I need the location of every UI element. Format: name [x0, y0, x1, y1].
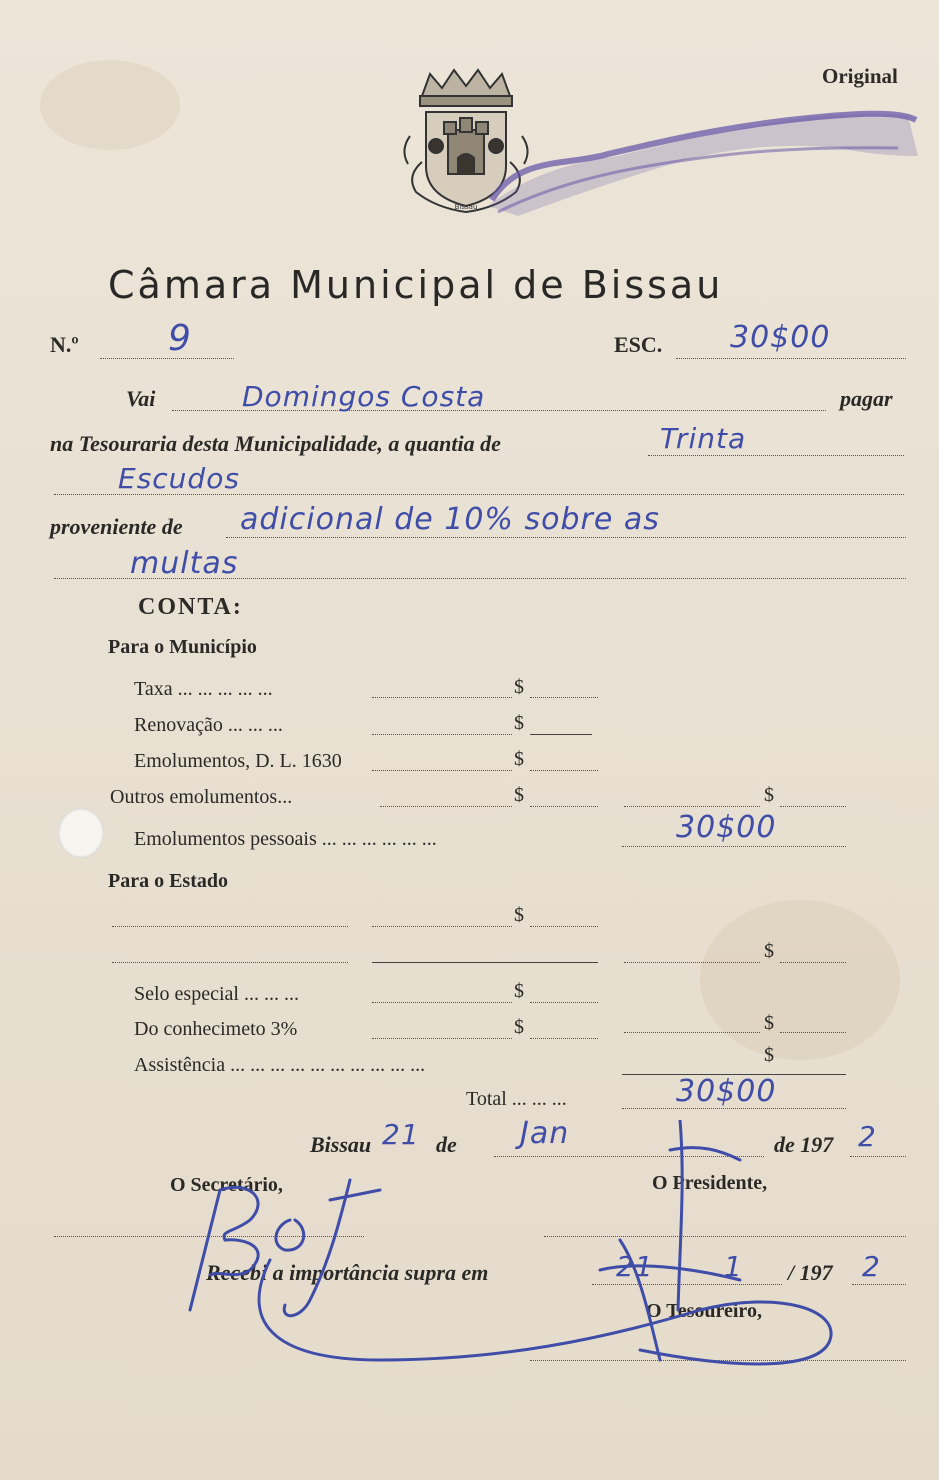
- currency-symbol: $: [514, 1016, 524, 1038]
- purple-stamp: [478, 96, 928, 226]
- municipio-heading: Para o Município: [108, 636, 257, 658]
- currency-symbol: $: [514, 784, 524, 806]
- assistencia-label: Assistência ... ... ... ... ... ... ... ... ... ...: [134, 1054, 426, 1076]
- pessoais-amount: 30$00: [676, 810, 777, 845]
- taxa-label: Taxa ... ... ... ... ...: [134, 678, 273, 700]
- currency-symbol: $: [514, 980, 524, 1002]
- number-label: N.º: [50, 332, 79, 357]
- amount-words-2: Escudos: [118, 462, 240, 495]
- conta-heading: CONTA:: [138, 594, 243, 620]
- presidente-label: O Presidente,: [652, 1172, 768, 1194]
- date-de-2: de 197: [774, 1132, 834, 1157]
- currency-symbol: $: [764, 940, 774, 962]
- currency-symbol: $: [514, 712, 524, 734]
- reason-line-2: multas: [130, 546, 239, 581]
- currency-symbol: $: [764, 1044, 774, 1066]
- outros-label: Outros emolumentos...: [110, 786, 293, 808]
- stain: [40, 60, 180, 150]
- date-day: 21: [382, 1118, 420, 1151]
- recebi-year-prefix: / 197: [788, 1260, 833, 1285]
- emolumentos-dl-label: Emolumentos, D. L. 1630: [134, 750, 342, 772]
- total-amount: 30$00: [676, 1074, 777, 1109]
- amount-words-1: Trinta: [660, 422, 747, 455]
- page-title: Câmara Municipal de Bissau: [108, 263, 724, 307]
- recebi-month: 1: [724, 1250, 743, 1283]
- vai-label: Vai: [126, 386, 156, 411]
- esc-label: ESC.: [614, 332, 663, 357]
- recebi-year-digit: 2: [862, 1250, 881, 1283]
- renovacao-label: Renovação ... ... ...: [134, 714, 283, 736]
- copy-label: Original: [822, 64, 898, 88]
- conhecimento-label: Do conhecimeto 3%: [134, 1018, 298, 1040]
- pessoais-label: Emolumentos pessoais ... ... ... ... ... ...: [134, 828, 437, 850]
- emblem-caption: Bissau: [454, 203, 478, 211]
- date-year-digit: 2: [858, 1120, 877, 1153]
- reason-line-1: adicional de 10% sobre as: [240, 502, 660, 537]
- currency-symbol: $: [514, 676, 524, 698]
- currency-symbol: $: [514, 748, 524, 770]
- currency-symbol: $: [514, 904, 524, 926]
- payer-name: Domingos Costa: [242, 380, 486, 413]
- date-place: Bissau: [310, 1132, 372, 1157]
- selo-label: Selo especial ... ... ...: [134, 983, 299, 1005]
- date-de-1: de: [436, 1132, 457, 1157]
- date-month: Jan: [520, 1116, 570, 1151]
- currency-symbol: $: [764, 784, 774, 806]
- signatures-overlay: [180, 1120, 880, 1380]
- recebi-day: 21: [616, 1250, 654, 1283]
- currency-symbol: $: [764, 1012, 774, 1034]
- estado-heading: Para o Estado: [108, 870, 228, 892]
- punch-hole: [58, 808, 104, 858]
- recebi-text: Recebi a importância supra em: [206, 1260, 489, 1285]
- tesoureiro-label: O Tesoureiro,: [646, 1300, 762, 1322]
- proveniente-label: proveniente de: [50, 514, 183, 539]
- tesouraria-text: na Tesouraria desta Municipalidade, a quantia de: [50, 431, 501, 456]
- total-label: Total ... ... ...: [466, 1088, 567, 1110]
- stain: [700, 900, 900, 1060]
- esc-amount: 30$00: [730, 320, 831, 355]
- receipt-number: 9: [168, 318, 192, 359]
- secretario-label: O Secretário,: [170, 1174, 283, 1196]
- pagar-label: pagar: [840, 386, 893, 411]
